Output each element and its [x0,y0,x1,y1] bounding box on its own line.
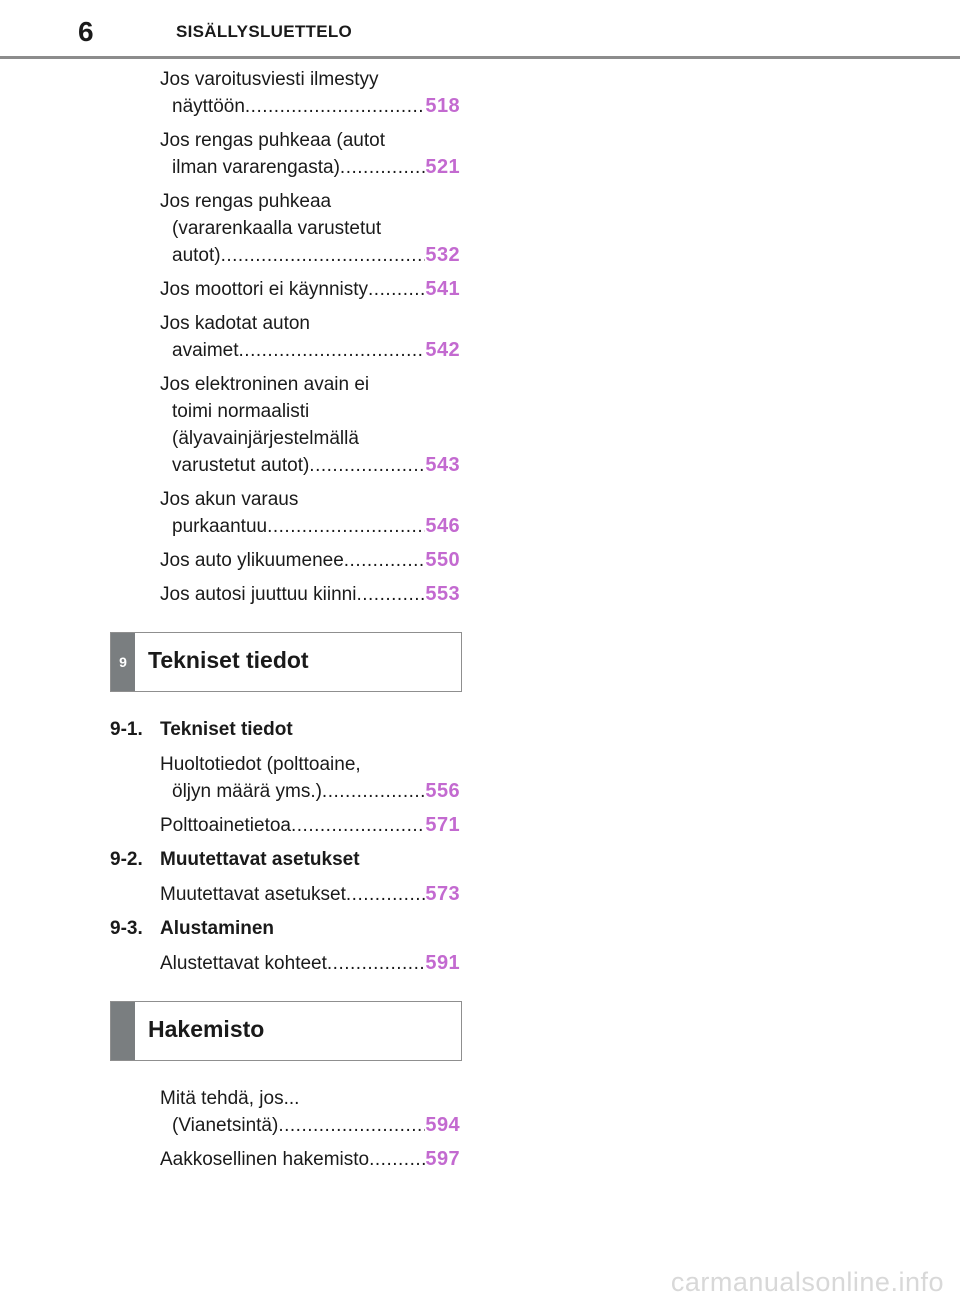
toc-entry[interactable] [110,276,462,303]
section-heading[interactable] [110,846,462,873]
toc-entry-label: Jos autosi juuttuu kiinni [160,584,357,605]
toc-entry-last-line [160,93,460,120]
section-heading[interactable] [110,716,462,743]
toc-entry[interactable] [110,188,462,269]
chapter-tab: 9 [111,633,135,691]
toc-entry[interactable] [110,547,462,574]
toc-entry-line: Jos kadotat auton [160,313,310,334]
page-link[interactable]: 556 [425,780,460,802]
toc-entry[interactable] [110,371,462,479]
toc-entry-label: öljyn määrä yms.) [172,781,322,802]
toc-entry-line: (vararenkaalla varustetut [172,218,382,239]
page-link[interactable]: 553 [425,583,460,605]
toc-entry-label: purkaantuu [172,516,268,537]
toc-entry-label: Alustettavat kohteet [160,953,327,974]
toc-entry[interactable] [110,486,462,540]
toc-entry-last-line [160,276,460,303]
page-link[interactable]: 573 [425,883,460,905]
page-link[interactable]: 542 [425,339,460,361]
toc-entry-label: autot) [172,245,221,266]
dot-leader [344,547,426,574]
toc-entry-label: avaimet [172,340,239,361]
page-link[interactable]: 594 [425,1114,460,1136]
dot-leader [327,950,426,977]
page-link[interactable]: 541 [425,278,460,300]
toc-entry-last-line [160,812,460,839]
toc-entry[interactable] [110,881,462,908]
toc-entry-line: Jos varoitusviesti ilmestyy [160,69,379,90]
chapter-title: Tekniset tiedot [148,647,309,673]
dot-leader [309,452,425,479]
toc-entry-last-line [160,950,460,977]
section-heading[interactable] [110,915,462,942]
toc-entry-line: toimi normaalisti [172,401,310,422]
toc-entry-label: varustetut autot) [172,455,310,476]
toc-entry-last-line [160,778,460,805]
page-link[interactable]: 571 [425,814,460,836]
page-link[interactable]: 521 [425,156,460,178]
page-link[interactable]: 550 [425,549,460,571]
dot-leader [340,154,426,181]
dot-leader [239,337,426,364]
dot-leader [278,1112,425,1139]
toc-entry[interactable] [110,581,462,608]
dot-leader [267,513,425,540]
toc-entry-last-line [160,1112,460,1139]
dot-leader [346,881,426,908]
toc-entry-line: Jos rengas puhkeaa [160,191,332,212]
section-number: 9-2. [110,849,143,870]
toc-column [110,66,462,1180]
chapter-title: Hakemisto [148,1016,265,1042]
dot-leader [221,242,426,269]
dot-leader [322,778,426,805]
toc-entry-label: Jos moottori ei käynnisty [160,279,369,300]
toc-entry-line: Jos akun varaus [160,489,299,510]
section-heading-title: Tekniset tiedot [160,719,293,740]
toc-entry-line: Huoltotiedot (polttoaine, [160,754,361,775]
toc-entry[interactable] [110,1146,462,1173]
section-heading-title: Muutettavat asetukset [160,849,360,870]
chapter-tab [111,1002,135,1060]
page-link[interactable]: 597 [425,1148,460,1170]
section-number: 9-1. [110,719,143,740]
toc-entry-line: Jos elektroninen avain ei [160,374,370,395]
section-heading-title: Alustaminen [160,918,275,939]
toc-entry[interactable] [110,812,462,839]
toc-entry-label: näyttöön [172,96,245,117]
toc-entry[interactable] [110,950,462,977]
watermark: carmanualsonline.info [670,1267,944,1297]
toc-entry-last-line [160,513,460,540]
toc-entry-last-line [160,242,460,269]
toc-entry-last-line [160,881,460,908]
page-number: 6 [78,16,94,47]
toc-entry[interactable] [110,310,462,364]
toc-entry-label: Muutettavat asetukset [160,884,346,905]
toc-entry-label: (Vianetsintä) [172,1115,279,1136]
chapter-9-box [110,632,462,692]
toc-entry-last-line [160,581,460,608]
toc-entry-label: Polttoainetietoa [160,815,291,836]
section-number: 9-3. [110,918,143,939]
header-rule [0,56,960,59]
toc-entry-line: Jos rengas puhkeaa (autot [160,130,385,151]
page-link[interactable]: 591 [425,952,460,974]
page-link[interactable]: 518 [425,95,460,117]
toc-entry-last-line [160,452,460,479]
toc-entry-label: Aakkosellinen hakemisto [160,1149,370,1170]
dot-leader [368,276,425,303]
toc-entry-last-line [160,154,460,181]
toc-entry-last-line [160,547,460,574]
dot-leader [291,812,425,839]
toc-entry-last-line [160,1146,460,1173]
index-chapter-box [110,1001,462,1061]
toc-entry[interactable] [110,127,462,181]
dot-leader [356,581,425,608]
toc-entry-last-line [160,337,460,364]
toc-entry-line: Mitä tehdä, jos... [160,1088,300,1109]
toc-entry[interactable] [110,751,462,805]
section-title: SISÄLLYSLUETTELO [176,22,353,41]
toc-entry-line: (älyavainjärjestelmällä [172,428,359,449]
page-link[interactable]: 532 [425,244,460,266]
toc-entry[interactable] [110,1085,462,1139]
page-header [0,0,960,64]
page-link[interactable]: 546 [425,515,460,537]
toc-entry-label: Jos auto ylikuumenee [160,550,344,571]
page-link[interactable]: 543 [425,454,460,476]
toc-entry-label: ilman vararengasta) [172,157,340,178]
dot-leader [245,93,426,120]
dot-leader [369,1146,425,1173]
toc-entry[interactable] [110,66,462,120]
